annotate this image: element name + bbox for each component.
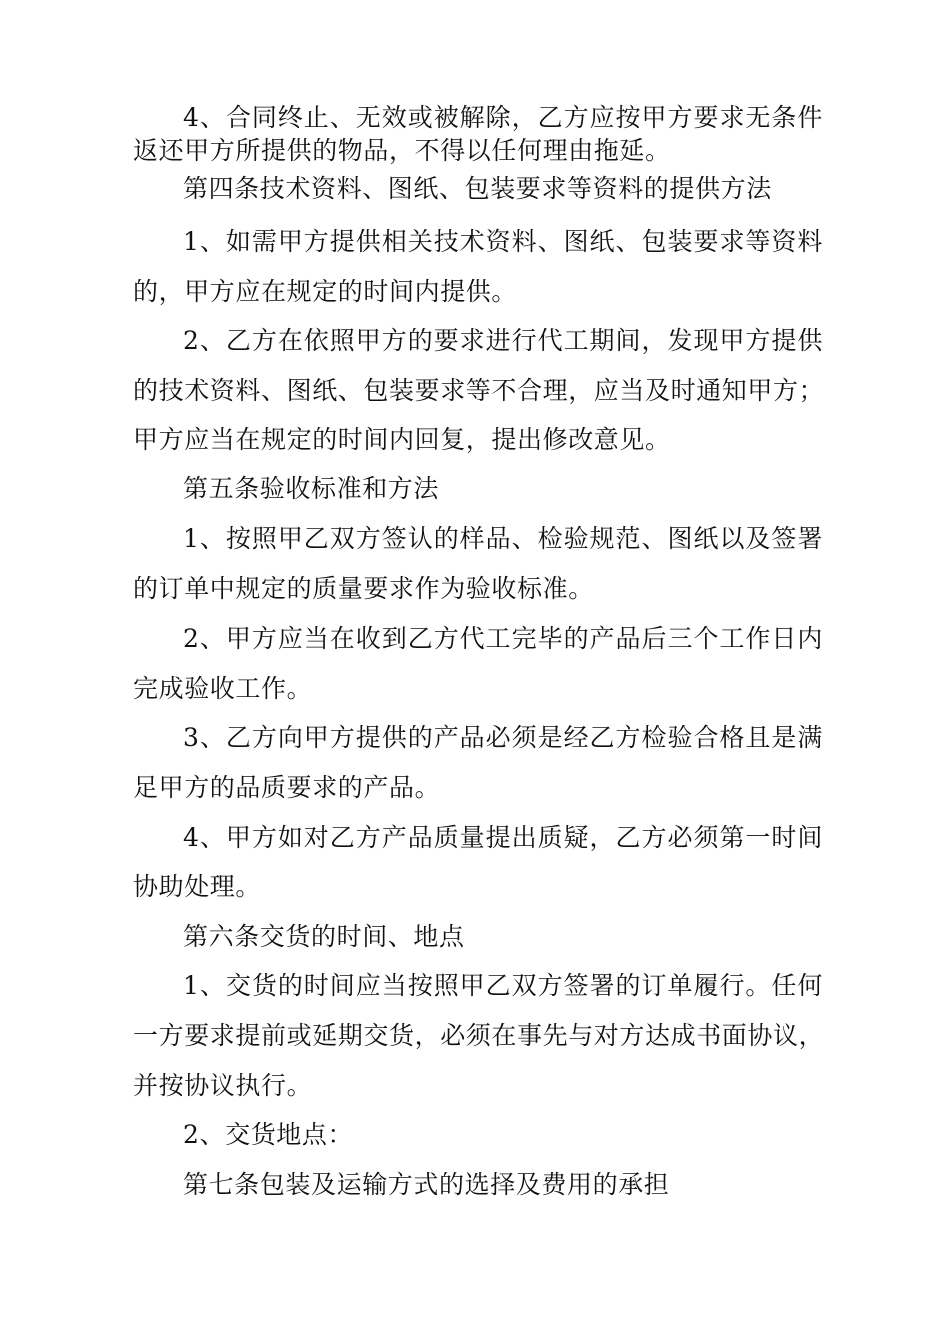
section-heading: 第五条验收标准和方法	[183, 474, 440, 503]
paragraph-line: 4、合同终止、无效或被解除，乙方应按甲方要求无条件	[183, 103, 823, 132]
paragraph-line: 4、甲方如对乙方产品质量提出质疑，乙方必须第一时间	[183, 823, 823, 852]
paragraph-line: 并按协议执行。	[133, 1071, 313, 1100]
paragraph-line: 的，甲方应在规定的时间内提供。	[133, 277, 518, 306]
paragraph-line: 1、按照甲乙双方签认的样品、检验规范、图纸以及签署	[183, 524, 823, 553]
paragraph-line: 1、交货的时间应当按照甲乙双方签署的订单履行。任何	[183, 971, 823, 1000]
paragraph-line: 的订单中规定的质量要求作为验收标准。	[133, 574, 594, 603]
paragraph-line: 1、如需甲方提供相关技术资料、图纸、包装要求等资料	[183, 227, 823, 256]
section-heading: 第四条技术资料、图纸、包装要求等资料的提供方法	[183, 174, 772, 203]
paragraph-line: 返还甲方所提供的物品，不得以任何理由拖延。	[133, 136, 671, 165]
paragraph-line: 3、乙方向甲方提供的产品必须是经乙方检验合格且是满	[183, 723, 823, 752]
paragraph-line: 完成验收工作。	[133, 674, 313, 703]
paragraph-line: 2、甲方应当在收到乙方代工完毕的产品后三个工作日内	[183, 624, 823, 653]
paragraph-line: 一方要求提前或延期交货，必须在事先与对方达成书面协议，	[133, 1021, 825, 1050]
section-heading: 第七条包装及运输方式的选择及费用的承担	[183, 1170, 670, 1199]
paragraph-line: 足甲方的品质要求的产品。	[133, 773, 441, 802]
paragraph-line: 甲方应当在规定的时间内回复，提出修改意见。	[133, 425, 671, 454]
paragraph-line: 2、交货地点：	[183, 1120, 354, 1149]
paragraph-line: 协助处理。	[133, 872, 262, 901]
section-heading: 第六条交货的时间、地点	[183, 922, 465, 951]
paragraph-line: 2、乙方在依照甲方的要求进行代工期间，发现甲方提供	[183, 326, 823, 355]
paragraph-line: 的技术资料、图纸、包装要求等不合理，应当及时通知甲方；	[133, 376, 825, 405]
